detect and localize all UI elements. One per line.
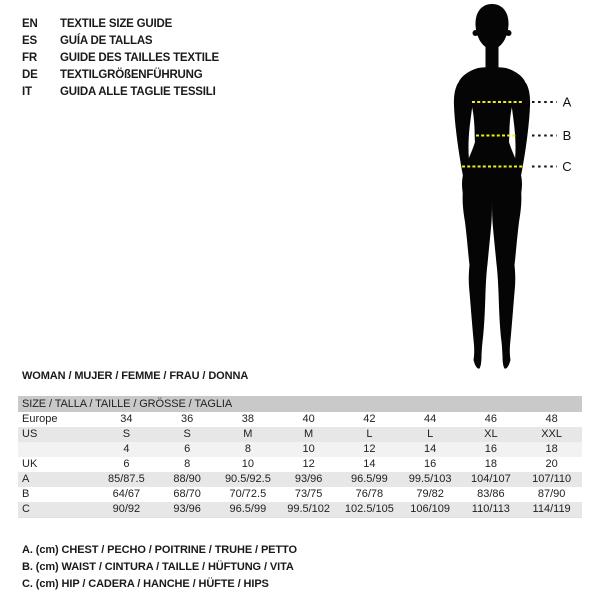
size-cell: 6	[184, 443, 191, 455]
size-cell: 12	[302, 458, 315, 470]
marker-label-a: A	[562, 94, 572, 110]
size-cell: 114/119	[532, 503, 571, 515]
table-header: SIZE / TALLA / TAILLE / GRÖSSE / TAGLIA	[18, 396, 582, 412]
size-cell: 68/70	[173, 488, 201, 500]
size-cell: 70/72.5	[229, 488, 267, 500]
language-code: FR	[22, 52, 37, 64]
size-cell: 34	[120, 413, 133, 425]
language-row	[22, 16, 219, 33]
language-guide	[22, 16, 219, 101]
size-figure	[420, 0, 600, 380]
size-cell: 96.5/99	[351, 473, 388, 485]
size-cell: XL	[484, 428, 498, 440]
legend-line: B. (cm) WAIST / CINTURA / TAILLE / HÜFTUNG / VITA	[22, 561, 294, 573]
silhouette-leg-left	[463, 190, 492, 369]
row-label: A	[22, 473, 30, 485]
silhouette-leg-right	[492, 190, 521, 369]
silhouette-neck	[486, 40, 499, 70]
table-row	[18, 472, 582, 487]
size-cell: 64/67	[112, 488, 141, 500]
language-code: ES	[22, 35, 37, 47]
size-cell: 10	[241, 458, 254, 470]
language-code: DE	[22, 69, 38, 81]
size-cell: S	[183, 428, 191, 440]
size-cell: 87/90	[537, 488, 566, 500]
table-row	[18, 412, 582, 427]
size-cell: 93/96	[294, 473, 323, 485]
size-cell: 85/87.5	[108, 473, 145, 485]
size-cell: 90/92	[112, 503, 141, 515]
size-cell: L	[427, 428, 434, 440]
size-cell: 96.5/99	[229, 503, 267, 515]
language-row	[22, 84, 219, 101]
size-cell: 99.5/103	[408, 473, 452, 485]
legend-line: C. (cm) HIP / CADERA / HANCHE / HÜFTE / HIPS	[22, 578, 269, 590]
marker-label-c: C	[562, 159, 572, 174]
marker-label-b: B	[562, 128, 572, 143]
size-cell: 12	[363, 443, 376, 455]
row-label: US	[22, 428, 38, 440]
language-label: GUIDA ALLE TAGLIE TESSILI	[60, 86, 216, 98]
language-code: EN	[22, 18, 38, 30]
size-cell: 90.5/92.5	[224, 473, 271, 485]
size-table-body	[18, 412, 582, 517]
size-cell: 44	[424, 413, 437, 425]
language-row	[22, 67, 219, 84]
size-cell: 18	[484, 458, 497, 470]
table-row	[18, 442, 582, 457]
language-label: TEXTILE SIZE GUIDE	[60, 18, 173, 30]
size-cell: 38	[241, 413, 254, 425]
size-cell: 83/86	[477, 488, 505, 500]
row-label	[18, 442, 96, 457]
size-cell: 110/113	[471, 503, 510, 515]
size-cell: 16	[484, 443, 497, 455]
size-cell: 36	[181, 413, 194, 425]
size-cell: 4	[123, 443, 130, 455]
size-cell: 107/110	[532, 473, 572, 485]
size-cell: 46	[484, 413, 497, 425]
size-cell: 10	[302, 443, 315, 455]
size-cell: M	[243, 428, 253, 440]
size-cell: M	[304, 428, 314, 440]
size-cell: 104/107	[470, 473, 511, 485]
section-title: WOMAN / MUJER / FEMME / FRAU / DONNA	[22, 370, 249, 382]
size-cell: 102.5/105	[344, 503, 394, 515]
size-cell: 14	[424, 443, 437, 455]
size-cell: 8	[184, 458, 191, 470]
row-label: Europe	[22, 413, 58, 425]
size-cell: 93/96	[173, 503, 201, 515]
size-cell: 42	[363, 413, 376, 425]
language-label: GUÍA DE TALLAS	[60, 35, 153, 47]
size-cell: 16	[424, 458, 437, 470]
table-row	[18, 487, 582, 502]
language-label: GUIDE DES TAILLES TEXTILE	[60, 52, 219, 64]
row-label: UK	[22, 458, 38, 470]
size-cell: 76/78	[355, 488, 384, 500]
row-label: B	[22, 488, 30, 500]
size-cell: 40	[302, 413, 315, 425]
silhouette-ear-right	[506, 30, 512, 36]
size-cell: 14	[363, 458, 376, 470]
measurement-legend	[22, 542, 297, 593]
woman-silhouette-svg	[420, 0, 600, 380]
size-cell: 20	[545, 458, 558, 470]
size-cell: L	[366, 428, 373, 440]
size-cell: XXL	[541, 428, 563, 440]
table-row	[18, 502, 582, 517]
language-row	[22, 33, 219, 50]
table-row	[18, 427, 582, 442]
silhouette-ear-left	[473, 30, 479, 36]
size-cell: 79/82	[416, 488, 444, 500]
size-cell: 73/75	[294, 488, 323, 500]
woman-silhouette	[454, 4, 530, 369]
legend-line: A. (cm) CHEST / PECHO / POITRINE / TRUHE / PETTO	[22, 544, 297, 556]
language-code: IT	[22, 86, 32, 98]
size-cell: 106/109	[410, 503, 450, 515]
row-label: C	[22, 503, 30, 515]
size-cell: 18	[545, 443, 558, 455]
size-cell: 99.5/102	[287, 503, 331, 515]
language-row	[22, 50, 219, 67]
size-cell: 6	[123, 458, 130, 470]
size-cell: S	[122, 428, 131, 440]
size-table	[18, 396, 582, 518]
size-cell: 48	[545, 413, 558, 425]
size-cell: 8	[244, 443, 251, 455]
size-cell: 88/90	[173, 473, 201, 485]
language-label: TEXTILGRÖßENFÜHRUNG	[60, 69, 203, 81]
table-row	[18, 457, 582, 472]
